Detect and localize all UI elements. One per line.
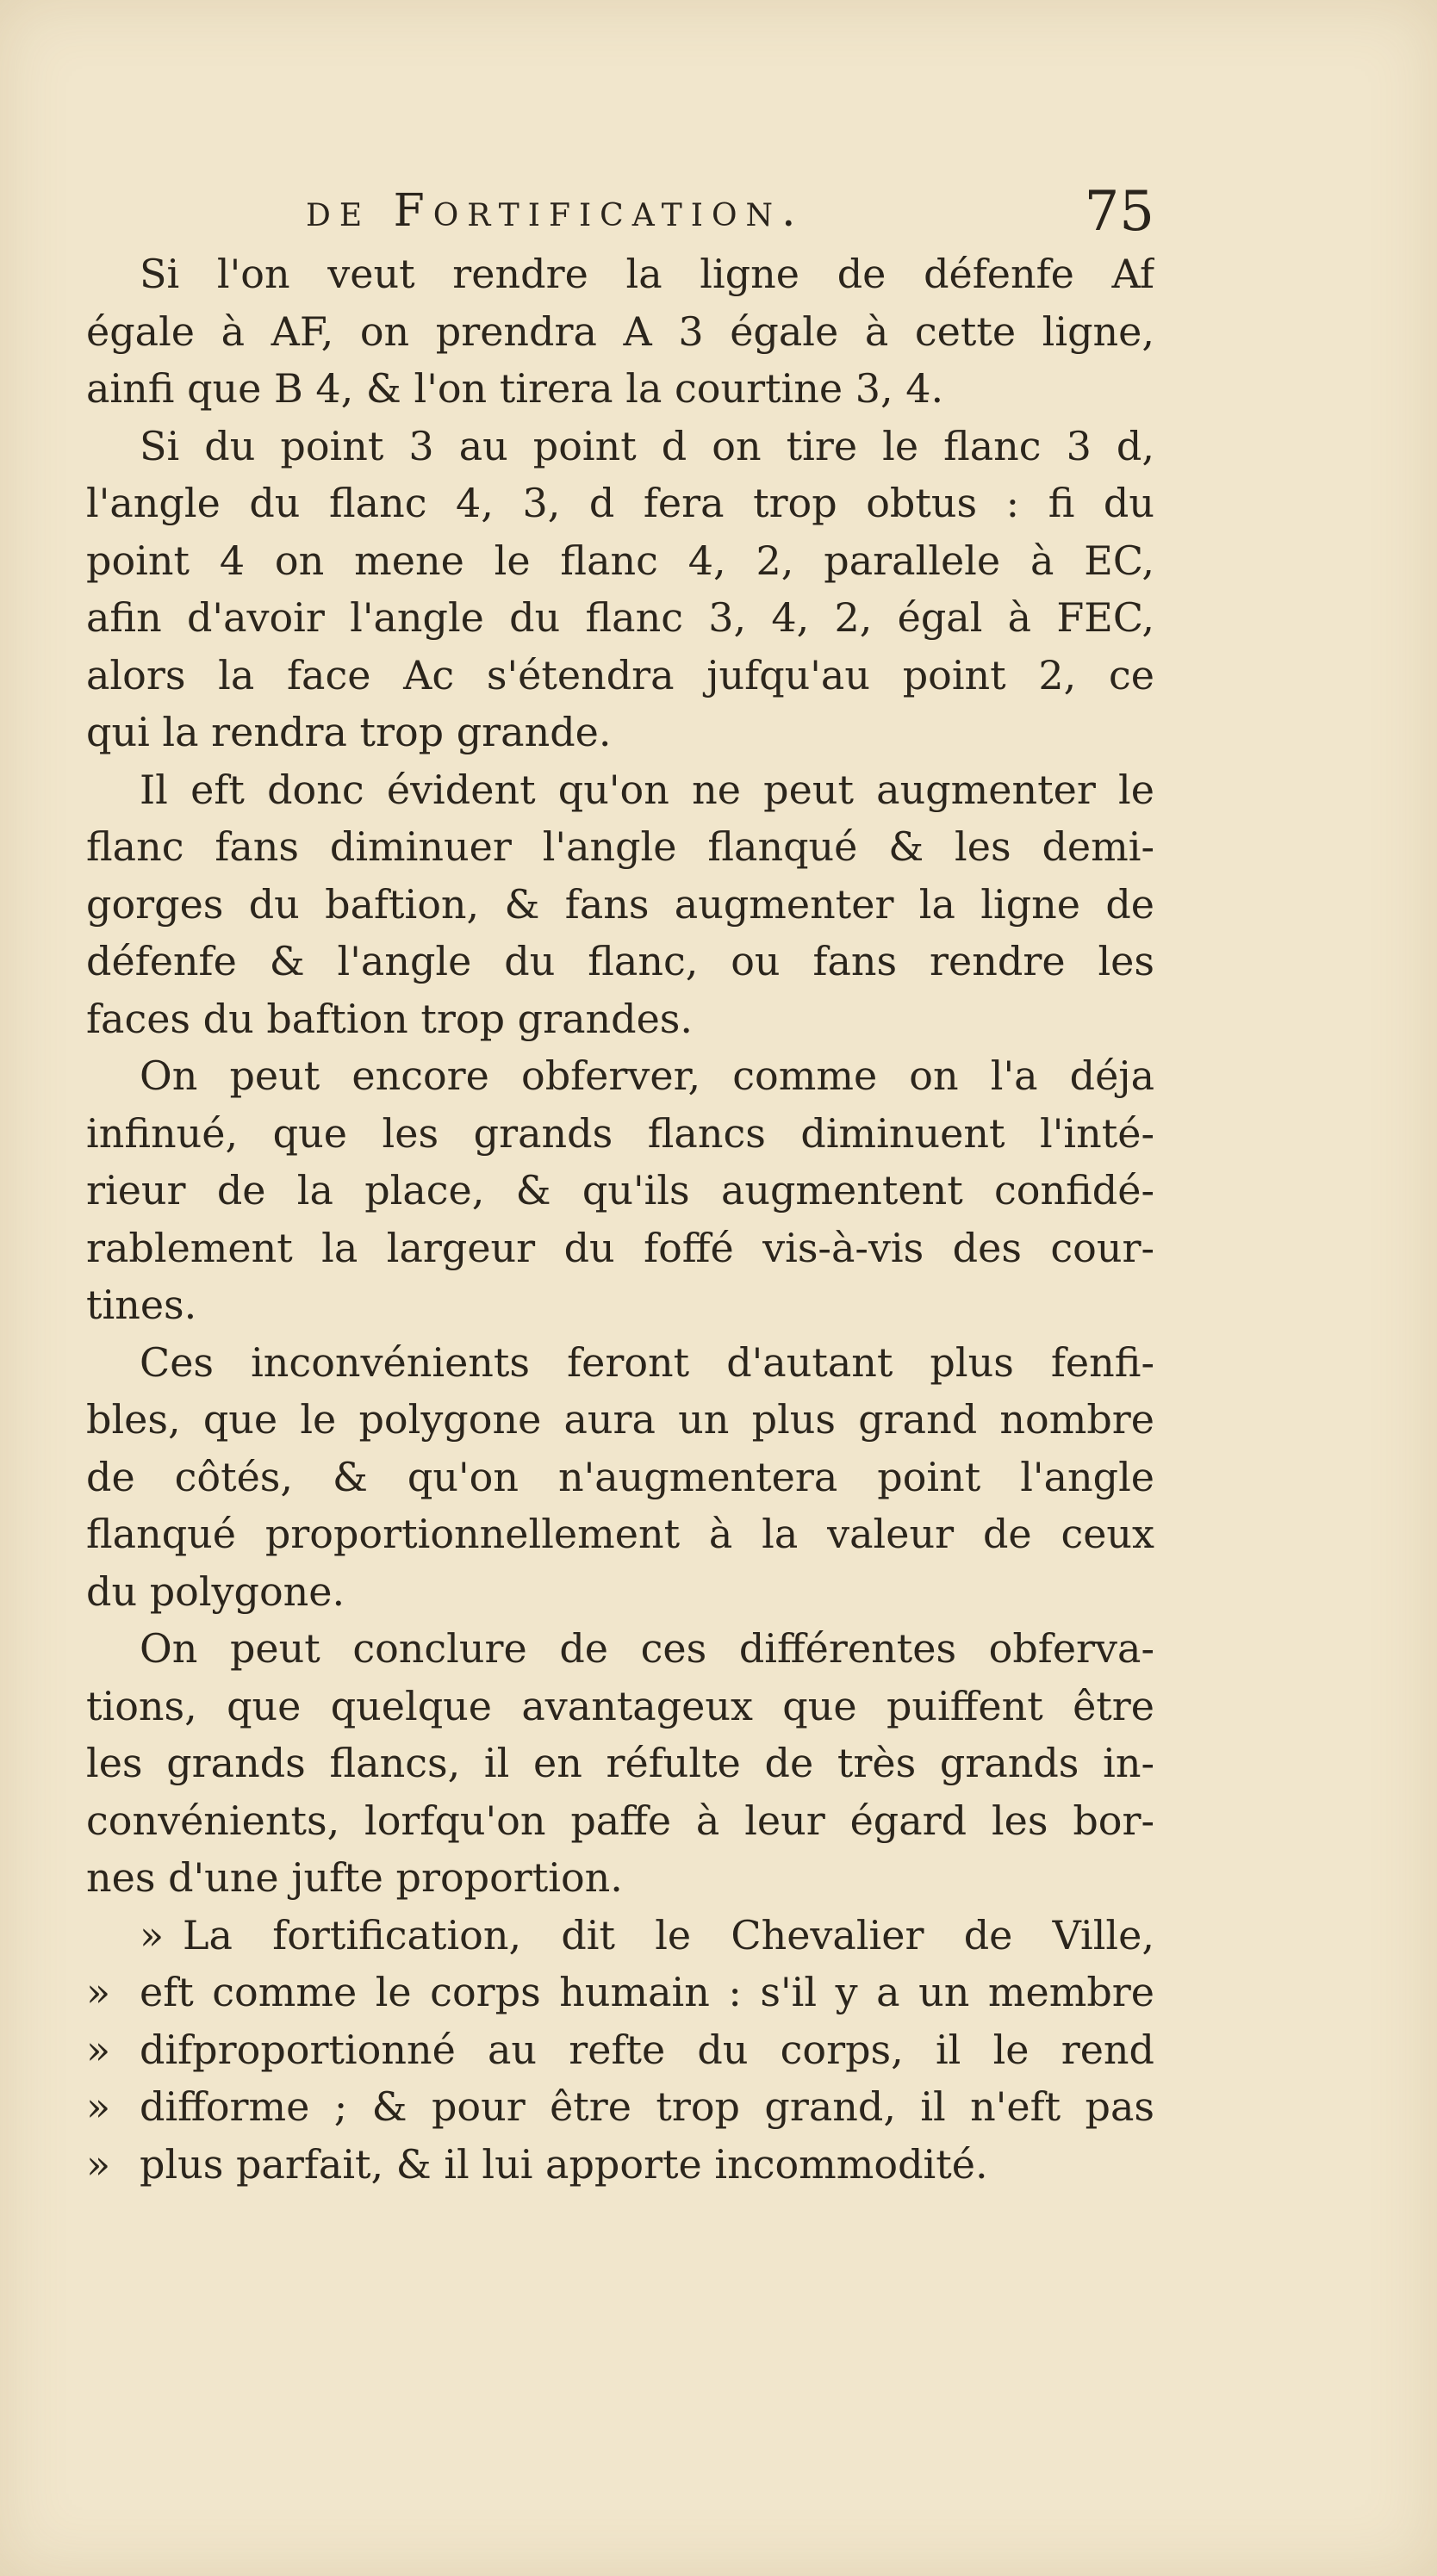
text-line-content: gorges du baftion, & fans augmenter la ligne de — [86, 880, 1154, 928]
text-line-content: de côtés, & qu'on n'augmentera point l'angle — [86, 1453, 1154, 1500]
text-line — [86, 704, 1154, 761]
text-line — [86, 990, 1154, 1048]
quote-line-content: difproportionné au refte du corps, il le rend — [140, 2026, 1154, 2073]
text-line — [86, 532, 1154, 590]
quote-line-content: plus parfait, & il lui apporte incommodité. — [140, 2140, 988, 2188]
quote-line — [86, 1964, 1154, 2021]
text-line-content: rablement la largeur du foffé vis-à-vis des cour- — [86, 1224, 1154, 1271]
text-line-content: convénients, lorfqu'on paffe à leur égard les bor- — [86, 1797, 1154, 1844]
text-line — [86, 1220, 1154, 1277]
text-line-content: infinué, que les grands flancs diminuent l'inté- — [86, 1109, 1154, 1157]
text-line-content: On peut conclure de ces différentes obferva- — [140, 1625, 1154, 1672]
quote-line — [86, 2136, 1154, 2194]
quote-line-content: eft comme le corps humain : s'il y a un membre — [140, 1969, 1154, 2015]
text-line — [86, 1505, 1154, 1563]
quote-line — [86, 2021, 1154, 2079]
text-line-content: rieur de la place, & qu'ils augmentent confidé- — [86, 1167, 1154, 1214]
text-line — [86, 818, 1154, 876]
quote-mark: » — [140, 1911, 165, 1958]
running-head — [86, 177, 1154, 254]
text-line — [86, 475, 1154, 532]
text-line-content: Si du point 3 au point d on tire le flanc 3 d, — [140, 422, 1154, 469]
text-line — [86, 1563, 1154, 1621]
text-line-content: point 4 on mene le flanc 4, 2, parallele à EC, — [86, 537, 1154, 584]
text-line-content: défenfe & l'angle du flanc, ou fans rendre les — [86, 938, 1154, 984]
text-line — [86, 1391, 1154, 1449]
text-line-content: bles, que le polygone aura un plus grand nombre — [86, 1396, 1154, 1443]
text-line-content: tines. — [86, 1282, 197, 1328]
quote-mark: » — [86, 2140, 111, 2188]
text-line-content: Il eft donc évident qu'on ne peut augmenter le — [140, 766, 1154, 813]
text-line — [86, 1792, 1154, 1850]
quote-mark: » — [86, 2083, 111, 2130]
quote-mark: » — [86, 1969, 111, 2015]
text-line — [86, 1334, 1154, 1392]
text-line — [86, 1162, 1154, 1220]
text-line-content: tions, que quelque avantageux que puiffent être — [86, 1682, 1154, 1729]
text-line — [86, 876, 1154, 934]
quote-mark: » — [86, 2026, 111, 2073]
text-line — [86, 1449, 1154, 1506]
quote-line-content: La fortification, dit le Chevalier de Ville, — [183, 1911, 1154, 1958]
text-line-content: les grands flancs, il en réfulte de très grands in- — [86, 1740, 1154, 1786]
text-line — [86, 761, 1154, 819]
text-line-content: faces du baftion trop grandes. — [86, 995, 694, 1042]
text-line — [86, 418, 1154, 475]
quote-line — [86, 2078, 1154, 2136]
text-line-content: égale à AF, on prendra A 3 égale à cette ligne, — [86, 307, 1154, 355]
quote-line-content: difforme ; & pour être trop grand, il n'eft pas — [140, 2083, 1154, 2130]
text-line-content: nes d'une jufte proportion. — [86, 1854, 623, 1901]
quote-line — [86, 1907, 1154, 1965]
text-line — [86, 1047, 1154, 1105]
text-line — [86, 360, 1154, 418]
text-line — [86, 1678, 1154, 1735]
page-number: 75 — [1084, 180, 1154, 244]
text-line-content: On peut encore obferver, comme on l'a déja — [140, 1052, 1154, 1099]
text-line — [86, 647, 1154, 705]
text-line — [86, 1620, 1154, 1678]
text-line-content: qui la rendra trop grande. — [86, 709, 612, 755]
text-line — [86, 589, 1154, 647]
text-line-content: afin d'avoir l'angle du flanc 3, 4, 2, égal à FEC, — [86, 594, 1154, 641]
text-line — [86, 1735, 1154, 1792]
text-line-content: Si l'on veut rendre la ligne de défenfe Af — [140, 251, 1154, 297]
text-line — [86, 1276, 1154, 1334]
body-text — [86, 245, 1154, 2193]
text-line-content: flanc fans diminuer l'angle flanqué & les demi- — [86, 823, 1154, 870]
text-line-content: ainfi que B 4, & l'on tirera la courtine 3, 4. — [86, 365, 944, 412]
text-line — [86, 1849, 1154, 1907]
text-line-content: Ces inconvénients feront d'autant plus fenfi- — [140, 1338, 1154, 1386]
text-line — [86, 245, 1154, 303]
running-title: de Fortification. — [306, 185, 805, 237]
text-line — [86, 303, 1154, 361]
text-line-content: du polygone. — [86, 1567, 345, 1615]
text-line-content: l'angle du flanc 4, 3, d fera trop obtus : fi du — [86, 480, 1154, 526]
text-line — [86, 1105, 1154, 1163]
text-line-content: alors la face Ac s'étendra jufqu'au point 2, ce — [86, 651, 1154, 698]
text-line — [86, 933, 1154, 990]
text-line-content: flanqué proportionnellement à la valeur de ceux — [86, 1511, 1154, 1557]
